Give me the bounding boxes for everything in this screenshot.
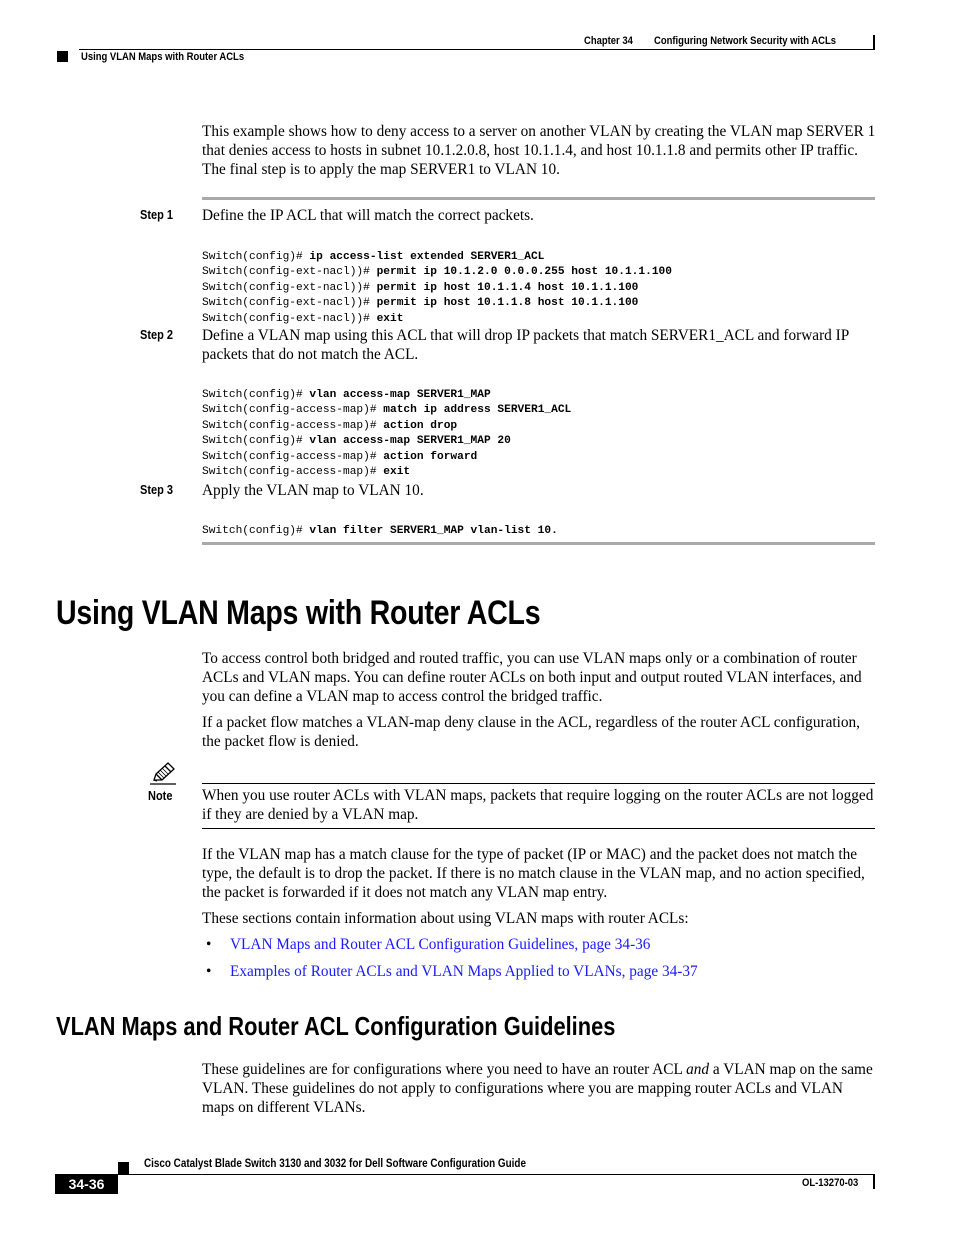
note-bottom-rule (202, 828, 875, 829)
code-line: Switch(config-access-map)# exit (202, 466, 411, 478)
footer-title: Cisco Catalyst Blade Switch 3130 and 3032 for Dell Software Configuration Guide (144, 1158, 526, 1170)
subsection-para: These guidelines are for configurations where you need to have an router ACL and a VLAN map on the same VLAN. These guidelines do not apply to configurations where you are mapping router ACLs and VLAN maps on different VLANs. (202, 1061, 873, 1116)
link-vlan-maps-guidelines[interactable]: VLAN Maps and Router ACL Configuration Guidelines, page 34-36 (230, 936, 651, 953)
section-para-1: To access control both bridged and routed traffic, you can use VLAN maps only or a combination of router ACLs and VLAN maps. You can define router ACLs on both input and output routed VLAN interfaces, and you can define a VLAN map to access control the bridged traffic. (202, 650, 862, 705)
section-title: Using VLAN Maps with Router ACLs (56, 594, 541, 632)
code-line: Switch(config)# ip access-list extended SERVER1_ACL (202, 250, 545, 263)
step-3-label: Step 3 (140, 483, 174, 497)
code-line: Switch(config-ext-nacl))# permit ip 10.1.2.0 0.0.0.255 host 10.1.1.100 (202, 266, 672, 278)
footer-right-bar (873, 1175, 875, 1189)
bullet-icon: • (206, 936, 212, 953)
footer-square (118, 1162, 129, 1174)
code-line: Switch(config)# vlan access-map SERVER1_MAP 20 (202, 435, 511, 447)
note-label: Note (148, 789, 173, 803)
header-chapter: Chapter 34 (584, 35, 633, 47)
link-examples-router-acls[interactable]: Examples of Router ACLs and VLAN Maps Applied to VLANs, page 34-37 (230, 963, 698, 980)
step-3-text: Apply the VLAN map to VLAN 10. (202, 482, 424, 499)
pencil-icon (148, 760, 178, 786)
section-para-4: These sections contain information about using VLAN maps with router ACLs: (202, 910, 689, 927)
intro-paragraph: This example shows how to deny access to a server on another VLAN by creating the VLAN map SERVER 1 that denies access to hosts in subnet 10.1.2.0.8, host 10.1.1.4, and host 10.1.1.8 and permits other IP traffic. The final step is to apply the map SERVER1 to VLAN 10. (202, 123, 876, 178)
code-line: Switch(config)# vlan access-map SERVER1_MAP (202, 388, 491, 401)
step-1-label: Step 1 (140, 208, 174, 222)
step-1-text: Define the IP ACL that will match the correct packets. (202, 207, 534, 224)
header-section: Using VLAN Maps with Router ACLs (81, 51, 245, 63)
footer-doc-id: OL-13270-03 (802, 1177, 859, 1189)
footer-rule (55, 1174, 875, 1175)
header-square (57, 51, 68, 62)
procedure-top-rule (202, 197, 875, 200)
procedure-bottom-rule (202, 542, 875, 545)
header-right-bar (873, 35, 875, 49)
header-chapter-title: Configuring Network Security with ACLs (654, 35, 837, 47)
step-2-code (202, 372, 571, 496)
bullet-icon: • (206, 963, 212, 980)
step-3-code (202, 508, 558, 555)
link-item[interactable] (230, 935, 650, 954)
code-line: Switch(config-ext-nacl))# exit (202, 312, 404, 325)
code-line: Switch(config-ext-nacl))# permit ip host 10.1.1.4 host 10.1.1.100 (202, 281, 639, 294)
header-rule (79, 49, 875, 50)
code-line: Switch(config-access-map)# action forward (202, 450, 478, 463)
section-para-3: If the VLAN map has a match clause for the type of packet (IP or MAC) and the packet does not match the type, the default is to drop the packet. If there is no match clause in the VLAN map, and no action specified, the packet is forwarded if it does not match any VLAN map entry. (202, 846, 865, 901)
emphasis-and: and (686, 1061, 710, 1078)
code-line: Switch(config)# vlan filter SERVER1_MAP vlan-list 10. (202, 524, 558, 537)
footer-page-number: 34-36 (68, 1176, 105, 1192)
step-2-label: Step 2 (140, 328, 174, 342)
subsection-title: VLAN Maps and Router ACL Configuration Guidelines (56, 1011, 616, 1041)
step-2-text: Define a VLAN map using this ACL that will drop IP packets that match SERVER1_ACL and forward IP packets that do not match the ACL. (202, 327, 849, 363)
link-item[interactable] (230, 962, 698, 981)
section-para-2: If a packet flow matches a VLAN-map deny clause in the ACL, regardless of the router ACL configuration, the packet flow is denied. (202, 714, 860, 750)
note-text: When you use router ACLs with VLAN maps, packets that require logging on the router ACLs are not logged if they are denied by a VLAN map. (202, 787, 874, 823)
code-line: Switch(config-ext-nacl))# permit ip host 10.1.1.8 host 10.1.1.100 (202, 297, 639, 309)
note-top-rule (202, 783, 875, 784)
code-line: Switch(config-access-map)# action drop (202, 419, 458, 432)
code-line: Switch(config-access-map)# match ip address SERVER1_ACL (202, 404, 572, 416)
